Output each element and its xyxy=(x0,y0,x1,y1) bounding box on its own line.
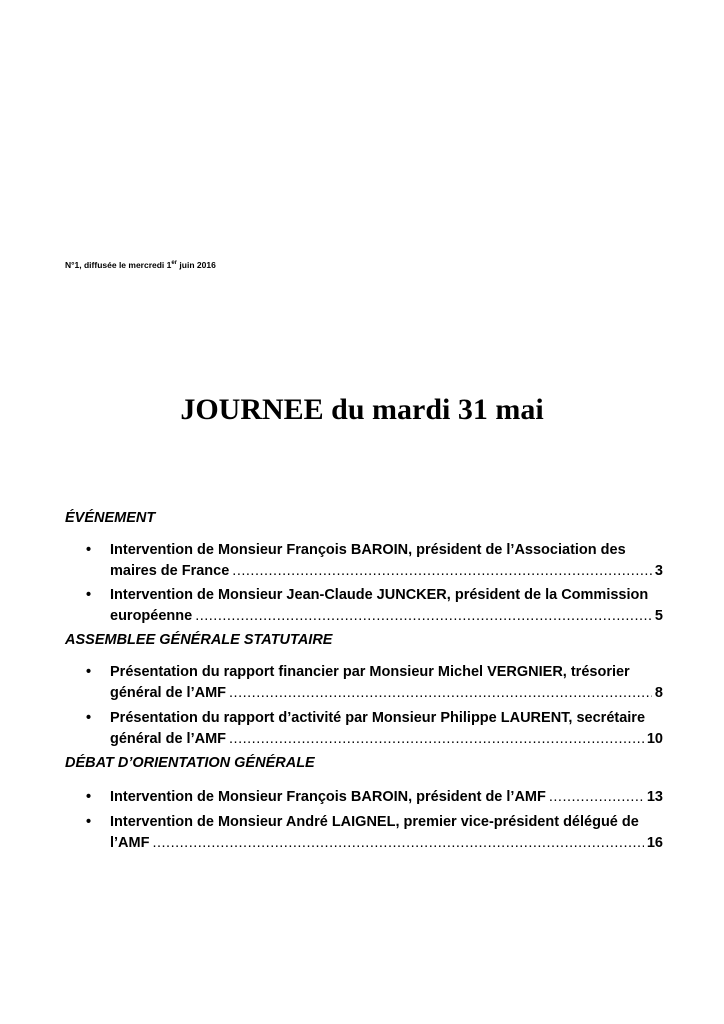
toc-entry-continuation xyxy=(110,561,663,582)
dot-leader xyxy=(232,561,652,582)
page-number: 5 xyxy=(654,608,663,624)
bullet-icon: • xyxy=(86,542,92,558)
page-number: 16 xyxy=(646,835,663,851)
toc-entry-text-cont: l’AMF xyxy=(110,835,150,851)
toc-entry-text: Présentation du rapport financier par Monsieur Michel VERGNIER, trésorier xyxy=(110,664,630,680)
toc-entry-continuation xyxy=(110,606,663,627)
toc-entry-text: Intervention de Monsieur François BAROIN, président de l’Association des xyxy=(110,542,626,558)
toc-entry-text: Présentation du rapport d’activité par Monsieur Philippe LAURENT, secrétaire xyxy=(110,710,646,726)
page-number: 13 xyxy=(646,789,663,805)
toc-entry-single-line xyxy=(110,787,663,808)
bullet-icon: • xyxy=(86,710,92,726)
toc-entry-continuation xyxy=(110,683,663,704)
dot-leader xyxy=(152,833,643,854)
page-number: 10 xyxy=(646,731,663,747)
issue-line xyxy=(65,260,216,270)
bullet-icon: • xyxy=(86,814,92,830)
section-heading-debat: DÉBAT D’ORIENTATION GÉNÉRALE xyxy=(65,755,315,771)
section-heading-assemblee: ASSEMBLEE GÉNÉRALE STATUTAIRE xyxy=(65,632,333,648)
page-number: 8 xyxy=(654,685,663,701)
bullet-icon: • xyxy=(86,789,92,805)
issue-date-text: N°1, diffusée le mercredi 1 xyxy=(65,260,172,270)
toc-entry-continuation xyxy=(110,833,663,854)
toc-entry-text: Intervention de Monsieur André LAIGNEL, premier vice-président délégué de xyxy=(110,814,639,830)
toc-entry-text-cont: européenne xyxy=(110,608,193,624)
dot-leader xyxy=(229,683,652,704)
issue-date-suffix: juin 2016 xyxy=(177,260,216,270)
toc-entry-text: Intervention de Monsieur Jean-Claude JUNCKER, président de la Commission xyxy=(110,587,649,603)
page-number: 3 xyxy=(654,563,663,579)
toc-entry-text-cont: maires de France xyxy=(110,563,230,579)
toc-entry-continuation xyxy=(110,729,663,750)
bullet-icon: • xyxy=(86,664,92,680)
page-title: JOURNEE du mardi 31 mai xyxy=(180,393,544,426)
toc-entry-text-cont: général de l’AMF xyxy=(110,731,227,747)
bullet-icon: • xyxy=(86,587,92,603)
dot-leader xyxy=(195,606,652,627)
dot-leader xyxy=(229,729,644,750)
toc-entry-text: Intervention de Monsieur François BAROIN, président de l’AMF xyxy=(110,789,546,805)
dot-leader xyxy=(549,787,644,808)
section-heading-evenement: ÉVÉNEMENT xyxy=(65,510,156,526)
toc-entry-text-cont: général de l’AMF xyxy=(110,685,227,701)
issue-date-superscript: er xyxy=(171,260,178,266)
